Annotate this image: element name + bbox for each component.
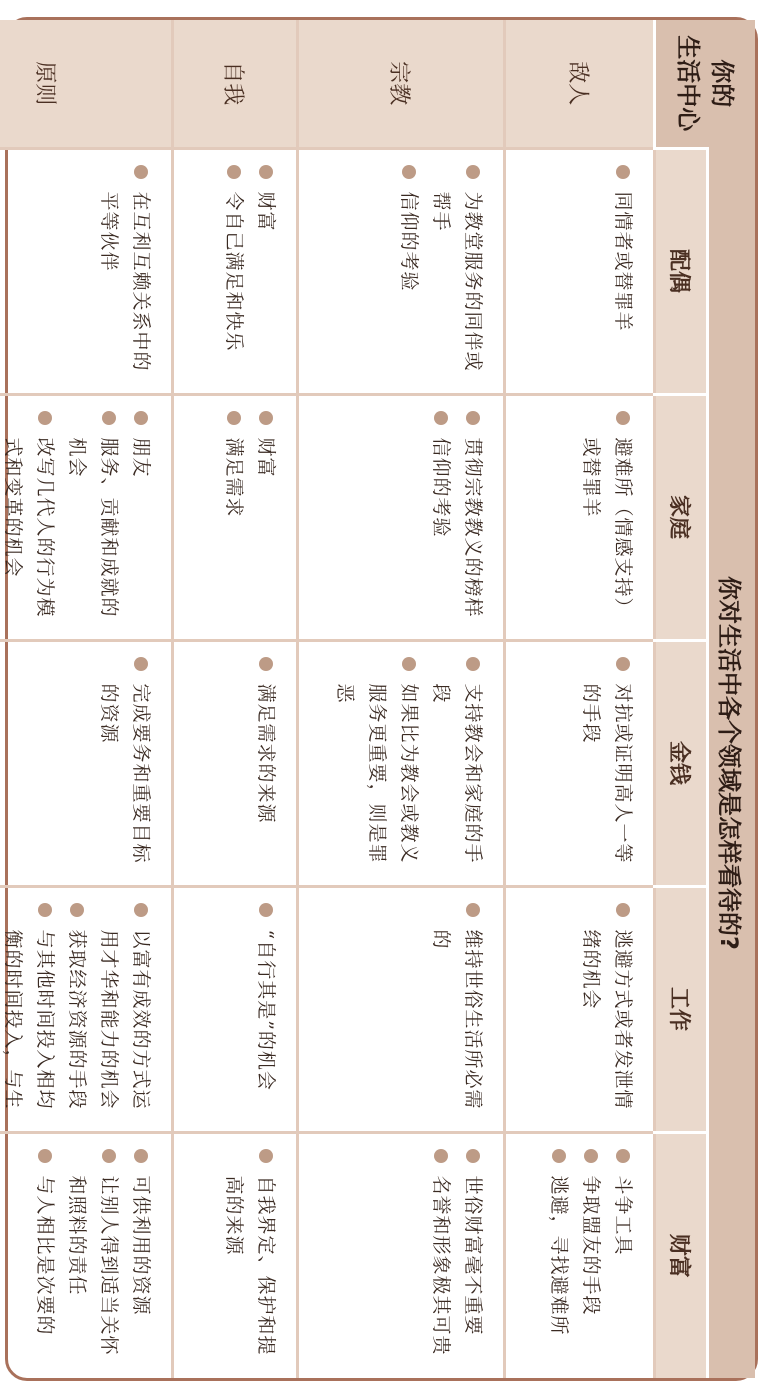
bullet-list [329, 654, 489, 875]
bullet-item: 与其他时间投入相均衡的时间投入，与生 [0, 900, 61, 1121]
cell-money [0, 640, 173, 886]
bullet-item: 维持世俗生活所必需的 [425, 900, 489, 1121]
bullet-item: 支持教会和家庭的手段 [425, 654, 489, 875]
bullet-item: 与人相比是次要的 [29, 1146, 61, 1369]
bullet-list [218, 1146, 282, 1369]
bullet-item: 对抗或证明高人一等的手段 [575, 654, 639, 875]
bullet-list [607, 162, 639, 383]
bullet-item: 逃避，寻找避难所 [543, 1146, 575, 1369]
bullet-list [93, 654, 157, 875]
cell-spouse [505, 148, 655, 394]
bullet-item: 名誉和形象极其可贵 [425, 1146, 457, 1369]
table-title: 你对生活中各个领域是怎样看待的? [708, 148, 756, 1378]
bullet-item: 可供利用的资源 [125, 1146, 157, 1369]
bullet-item: “自行其是”的机会 [250, 900, 282, 1121]
row-header: 自我 [173, 20, 298, 148]
bullet-item: 令自己满足和快乐 [218, 162, 250, 383]
bullet-item: 为教堂服务的同伴或帮手 [425, 162, 489, 383]
bullet-item: 逃避方式或者发泄情绪的机会 [575, 900, 639, 1121]
bullet-item: 满足需求的来源 [250, 654, 282, 875]
cell-spouse [298, 148, 505, 394]
cell-work [173, 886, 298, 1132]
bullet-item: 世俗财富毫不重要 [457, 1146, 489, 1369]
cell-family [505, 394, 655, 640]
rotated-table-container [2, 20, 755, 1378]
corner-label-line-1: 你的 [708, 59, 737, 108]
bullet-list [218, 162, 282, 383]
bullet-item: 改写几代人的行为模式和变革的机会 [0, 408, 61, 629]
bullet-item: 斗争工具 [607, 1146, 639, 1369]
bullet-item: 在互利互赖关系中的平等伙伴 [93, 162, 157, 383]
bullet-item: 贯彻宗教教义的榜样 [457, 408, 489, 629]
bullet-list [93, 162, 157, 383]
bullet-item: 以富有成效的方式运用才华和能力的机会 [93, 900, 157, 1121]
bullet-list [218, 408, 282, 629]
column-header-work: 工作 [655, 886, 708, 1132]
cell-wealth [0, 1132, 173, 1378]
bullet-item: 让别人得到适当关怀和照料的责任 [61, 1146, 125, 1369]
cell-wealth [505, 1132, 655, 1378]
column-header-spouse: 配偶 [655, 148, 708, 394]
bullet-item: 服务、贡献和成就的机会 [61, 408, 125, 629]
cell-work [505, 886, 655, 1132]
cell-spouse [0, 148, 173, 394]
bullet-list [575, 408, 639, 629]
cell-wealth [173, 1132, 298, 1378]
bullet-item: 满足需求 [218, 408, 250, 629]
bullet-list [250, 654, 282, 875]
column-header-money: 金钱 [655, 640, 708, 886]
cell-wealth [298, 1132, 505, 1378]
table-body [0, 20, 655, 1378]
bullet-item: 同情者或替罪羊 [607, 162, 639, 383]
table-row [298, 20, 505, 1378]
cell-work [0, 886, 173, 1132]
bullet-item: 争取盟友的手段 [575, 1146, 607, 1369]
bullet-list [575, 654, 639, 875]
bullet-item: 避难所（情感支持）或替罪羊 [575, 408, 639, 629]
table-row [505, 20, 655, 1378]
bullet-list [250, 900, 282, 1121]
cell-spouse [173, 148, 298, 394]
row-header: 敌人 [505, 20, 655, 148]
corner-header [655, 20, 756, 148]
bullet-item: 获取经济资源的手段 [61, 900, 93, 1121]
cell-family [298, 394, 505, 640]
bullet-item: 财富 [250, 162, 282, 383]
life-centers-table [0, 20, 755, 1378]
cell-family [0, 394, 173, 640]
bullet-list [543, 1146, 639, 1369]
bullet-item: 完成要务和重要目标的资源 [93, 654, 157, 875]
cell-money [505, 640, 655, 886]
bullet-list [0, 900, 157, 1121]
row-header: 宗教 [298, 20, 505, 148]
bullet-item: 自我界定、保护和提高的来源 [218, 1146, 282, 1369]
bullet-list [0, 408, 157, 629]
bullet-list [425, 408, 489, 629]
cell-money [173, 640, 298, 886]
column-header-family: 家庭 [655, 394, 708, 640]
bullet-item: 财富 [250, 408, 282, 629]
table-row [0, 20, 173, 1378]
bullet-item: 如果比为教会或教义服务更重要，则是罪恶 [329, 654, 425, 875]
bullet-item: 朋友 [125, 408, 157, 629]
bullet-list [425, 1146, 489, 1369]
cell-money [298, 640, 505, 886]
column-header-wealth: 财富 [655, 1132, 708, 1378]
row-header: 原则 [0, 20, 173, 148]
corner-label-line-2: 生活中心 [674, 35, 703, 132]
bullet-item: 信仰的考验 [393, 162, 425, 383]
bullet-list [393, 162, 489, 383]
bullet-list [575, 900, 639, 1121]
table-row [173, 20, 298, 1378]
bullet-list [29, 1146, 157, 1369]
bullet-list [425, 900, 489, 1121]
cell-work [298, 886, 505, 1132]
bullet-item: 信仰的考验 [425, 408, 457, 629]
table-frame [2, 17, 758, 1381]
cell-family [173, 394, 298, 640]
